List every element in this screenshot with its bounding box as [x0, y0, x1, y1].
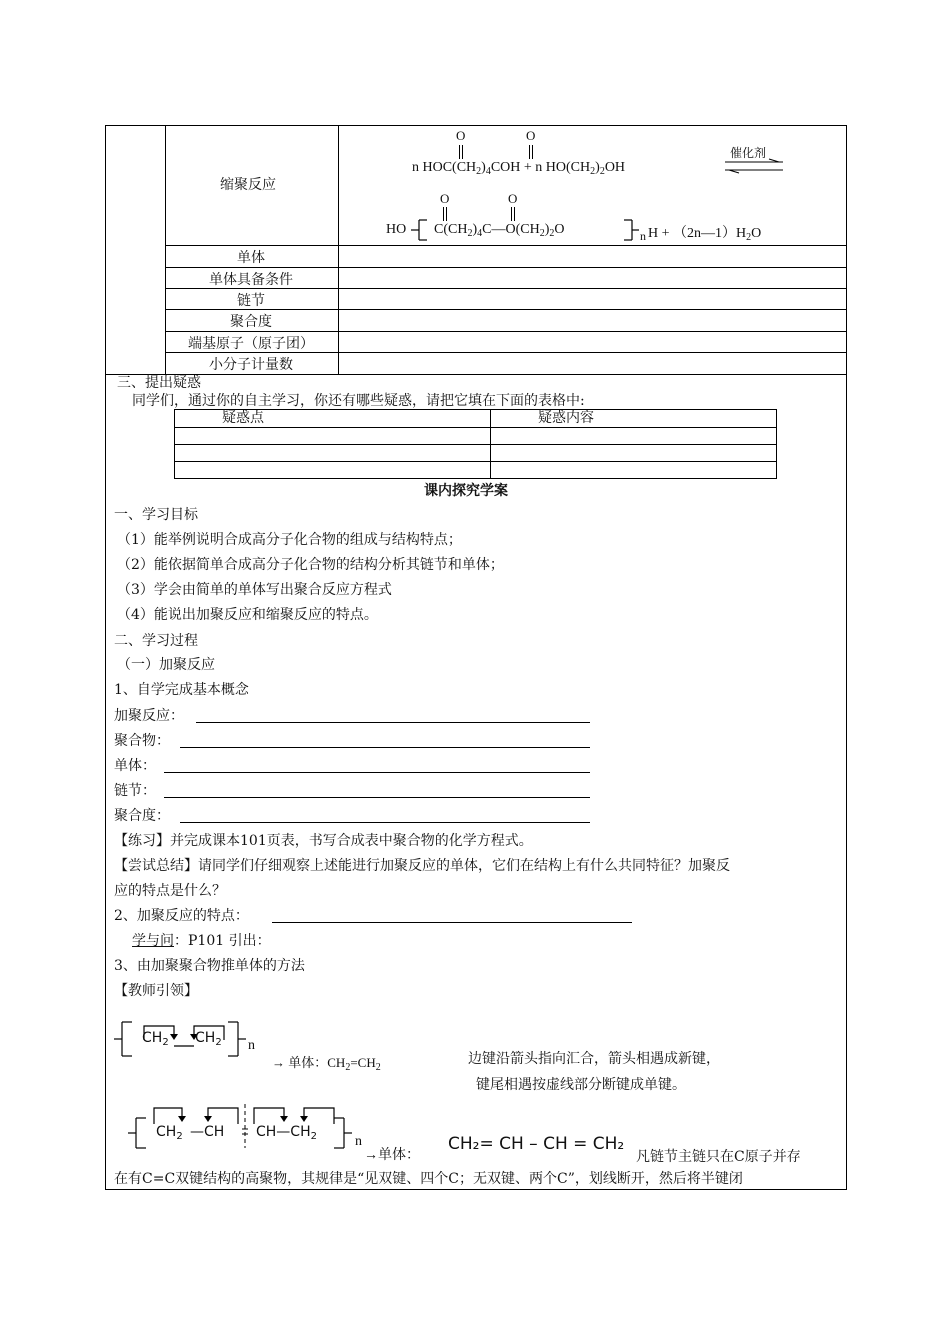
teacher-guide: 【教师引领】 [114, 983, 198, 999]
frame-top [105, 125, 847, 126]
row-label-3: 聚合度 [230, 314, 272, 330]
doubt-h4 [174, 478, 777, 479]
eq2-part-e: —O(CH [491, 222, 540, 237]
doubt-v1 [490, 409, 491, 479]
eq2-part-f: ) [544, 222, 550, 237]
eq2-sub-4: 4 [477, 228, 483, 239]
ex2-note: 凡链节主链只在C原子并存 [636, 1149, 801, 1165]
eq2-sub-2d: 2 [746, 232, 752, 243]
row-label-5: 小分子计量数 [209, 357, 293, 373]
goals-heading: 一、学习目标 [114, 507, 198, 523]
ex2-part-c: CH—CH [256, 1124, 311, 1140]
xueyuwen-line [132, 932, 271, 950]
doubt-v0 [174, 409, 175, 479]
xueyuwen-rest: ：P101 引出： [174, 933, 271, 949]
eq1-sub-2c: 2 [599, 166, 605, 177]
dbl-bond-3b [446, 207, 447, 221]
ex2-monomer: CH₂= CH – CH = CH₂ [448, 1134, 625, 1154]
ex2-sub-a: 2 [176, 1131, 183, 1142]
eq2-part-b: C(CH [434, 222, 468, 237]
eq2-part-c: ) [472, 222, 478, 237]
ex2-ch2-a [156, 1124, 183, 1142]
table1-vline-2 [338, 125, 339, 375]
doubt-col2: 疑惑内容 [538, 410, 594, 426]
ex2-n: n [355, 1134, 362, 1149]
step2-blank [272, 922, 632, 923]
dbl-bond-2b [532, 145, 533, 159]
eq1-text [412, 160, 625, 177]
ex1-note2: 键尾相遇按虚线部分断键成单键。 [476, 1077, 686, 1093]
frame-right [846, 125, 847, 1190]
goal-1: （1）能举例说明合成高分子化合物的组成与结构特点； [117, 532, 462, 548]
eq1-part-e: OH [604, 160, 626, 175]
ex1-note1: 边键沿箭头指向汇合，箭头相遇成新键， [468, 1051, 720, 1067]
eq2-part-d: C [482, 222, 492, 237]
step2: 2、加聚反应的特点： [114, 908, 249, 924]
o-mark-3: O [440, 191, 450, 206]
ex2-ch: —CH [190, 1124, 225, 1140]
concept-1: 聚合物： [114, 733, 170, 749]
dbl-bond-1a [459, 145, 460, 159]
ex2-sub-c: 2 [310, 1131, 317, 1142]
inclass-title: 课内探究学案 [424, 483, 508, 499]
summary-line1: 【尝试总结】请同学们仔细观察上述能进行加聚反应的单体，它们在结构上有什么共同特征？加聚反 [114, 858, 730, 874]
eq2-ho: HO [386, 222, 407, 237]
ex2-arrow: →单体： [364, 1148, 420, 1163]
dbl-bond-4b [514, 207, 515, 221]
sub1: （一）加聚反应 [117, 657, 215, 673]
step1: 1、自学完成基本概念 [114, 682, 249, 698]
doubt-h1 [174, 427, 777, 428]
label-suoju: 缩聚反应 [220, 177, 276, 193]
xueyuwen-label: 学与问 [132, 933, 174, 949]
dbl-bond-4a [511, 207, 512, 221]
doubt-h3 [174, 461, 777, 462]
concept-4-blank [180, 822, 590, 823]
row-label-2: 链节 [237, 293, 265, 309]
goal-3: （3）学会由简单的单体写出聚合反应方程式 [117, 582, 392, 598]
dbl-bond-2a [529, 145, 530, 159]
dbl-bond-1b [462, 145, 463, 159]
goal-4: （4）能说出加聚反应和缩聚反应的特点。 [117, 607, 378, 623]
concept-2-blank [164, 772, 590, 773]
concept-0-blank [196, 722, 590, 723]
concept-3-blank [164, 797, 590, 798]
eq2-sub-2b: 2 [539, 228, 545, 239]
eq1-part-a: n HOC(CH [412, 160, 477, 175]
ex1-ch-b: CH [195, 1030, 216, 1046]
ex1-arrow-text: → 单体：CH [272, 1055, 346, 1070]
section3-intro: 同学们，通过你的自主学习，你还有哪些疑惑，请把它填在下面的表格中: [132, 393, 585, 409]
example1-structure-icon [114, 1012, 254, 1060]
eq2-part-h: H + （2n—1）H [648, 226, 747, 241]
concept-2: 单体： [114, 758, 156, 774]
eq1-part-c: COH + n HO(CH [490, 160, 591, 175]
ex1-n: n [248, 1038, 255, 1053]
eq2-n: n [640, 229, 646, 243]
doubt-v2 [776, 409, 777, 479]
table1-hline-4 [165, 331, 847, 332]
catalyst-label: 催化剂 [730, 146, 767, 160]
ex1-ch2-a [142, 1030, 169, 1048]
eq2-part-g: O [554, 222, 565, 237]
eq2-tail [648, 222, 761, 243]
ex1-ch-a: CH [142, 1030, 163, 1046]
concept-4: 聚合度： [114, 808, 170, 824]
row-label-0: 单体 [237, 250, 265, 266]
frame-bottom [105, 1189, 847, 1190]
doubt-h0 [174, 409, 777, 410]
equilibrium-arrow-icon [723, 158, 785, 174]
concept-1-blank [180, 747, 590, 748]
table1-hline-6 [105, 374, 847, 375]
ex1-mono-b: =CH [350, 1055, 376, 1070]
o-mark-2: O [526, 128, 536, 143]
bracket-right-icon [624, 218, 640, 242]
eq2-part-i: O [751, 226, 762, 241]
eq2-sub-2a: 2 [467, 228, 473, 239]
process-heading: 二、学习过程 [114, 633, 198, 649]
ex1-ch2-b [195, 1030, 222, 1048]
section3-heading: 三、提出疑惑 [117, 375, 201, 391]
row-label-1: 单体具备条件 [209, 272, 293, 288]
bracket-left-icon [411, 218, 431, 242]
doubt-col1: 疑惑点 [222, 410, 264, 426]
frame-left [105, 125, 106, 1190]
concept-3: 链节： [114, 783, 156, 799]
ex1-arrow-monomer [272, 1052, 381, 1073]
ex1-mono-sub-a: 2 [345, 1062, 351, 1073]
eq1-sub-2b: 2 [590, 166, 596, 177]
table1-hline-0 [165, 245, 847, 246]
eq1-part-b: ) [481, 160, 486, 175]
ex2-part-a: CH [156, 1124, 177, 1140]
practice: 【练习】并完成课本101页表，书写合成表中聚合物的化学方程式。 [114, 833, 533, 849]
summary-line2: 应的特点是什么？ [114, 883, 226, 899]
step3: 3、由加聚聚合物推单体的方法 [114, 958, 305, 974]
eq2-sub-2c: 2 [549, 228, 555, 239]
dbl-bond-3a [443, 207, 444, 221]
eq1-part-d: ) [595, 160, 600, 175]
concept-0: 加聚反应： [114, 708, 184, 724]
eq1-sub-4: 4 [485, 166, 491, 177]
table1-hline-1 [165, 267, 847, 268]
row-label-4: 端基原子（原子团） [188, 336, 314, 352]
o-mark-4: O [508, 191, 518, 206]
ex2-note2: 在有C=C双键结构的高聚物，其规律是“见双键、四个C；无双键、两个C”，划线断开，然后将半键闭 [114, 1171, 743, 1187]
ex1-sub-b: 2 [215, 1037, 222, 1048]
ex1-sub-a: 2 [162, 1037, 169, 1048]
ex2-ch-ch2 [256, 1124, 317, 1142]
goal-2: （2）能依据简单合成高分子化合物的结构分析其链节和单体； [117, 557, 504, 573]
eq2-body [434, 222, 565, 239]
eq1-sub-2a: 2 [476, 166, 482, 177]
ex1-mono-sub-b: 2 [375, 1062, 381, 1073]
doubt-h2 [174, 444, 777, 445]
o-mark-1: O [456, 128, 466, 143]
